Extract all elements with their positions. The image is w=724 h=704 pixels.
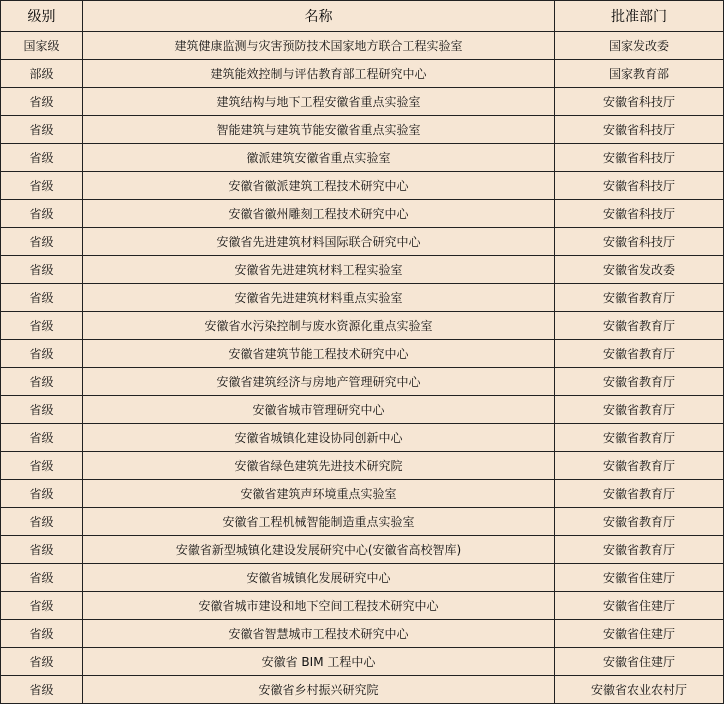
- level-cell: 省级: [1, 368, 83, 396]
- name-cell: 徽派建筑安徽省重点实验室: [83, 144, 555, 172]
- table-row: [1, 508, 724, 536]
- level-cell: 省级: [1, 592, 83, 620]
- approver-cell: 安徽省教育厅: [555, 424, 724, 452]
- table-row: [1, 648, 724, 676]
- name-cell: 安徽省徽州雕刻工程技术研究中心: [83, 200, 555, 228]
- level-cell: 省级: [1, 620, 83, 648]
- table-row: [1, 284, 724, 312]
- header-approver: 批准部门: [555, 1, 724, 32]
- level-cell: 省级: [1, 228, 83, 256]
- level-cell: 省级: [1, 396, 83, 424]
- name-cell: 安徽省徽派建筑工程技术研究中心: [83, 172, 555, 200]
- name-cell: 安徽省乡村振兴研究院: [83, 676, 555, 704]
- name-cell: 安徽省城镇化建设协同创新中心: [83, 424, 555, 452]
- approver-cell: 安徽省教育厅: [555, 396, 724, 424]
- approver-cell: 安徽省农业农村厅: [555, 676, 724, 704]
- table-row: [1, 172, 724, 200]
- approver-cell: 安徽省教育厅: [555, 508, 724, 536]
- level-cell: 省级: [1, 508, 83, 536]
- level-cell: 省级: [1, 172, 83, 200]
- name-cell: 安徽省先进建筑材料工程实验室: [83, 256, 555, 284]
- name-cell: 安徽省城市管理研究中心: [83, 396, 555, 424]
- name-cell: 建筑结构与地下工程安徽省重点实验室: [83, 88, 555, 116]
- table-row: [1, 564, 724, 592]
- approver-cell: 国家发改委: [555, 32, 724, 60]
- level-cell: 省级: [1, 340, 83, 368]
- name-cell: 安徽省新型城镇化建设发展研究中心(安徽省高校智库): [83, 536, 555, 564]
- level-cell: 省级: [1, 480, 83, 508]
- table-row: [1, 340, 724, 368]
- name-cell: 安徽省城镇化发展研究中心: [83, 564, 555, 592]
- level-cell: 省级: [1, 536, 83, 564]
- table-row: [1, 620, 724, 648]
- approver-cell: 国家教育部: [555, 60, 724, 88]
- level-cell: 省级: [1, 284, 83, 312]
- approver-cell: 安徽省教育厅: [555, 312, 724, 340]
- table-row: [1, 312, 724, 340]
- approver-cell: 安徽省科技厅: [555, 116, 724, 144]
- level-cell: 省级: [1, 452, 83, 480]
- approver-cell: 安徽省发改委: [555, 256, 724, 284]
- name-cell: 安徽省 BIM 工程中心: [83, 648, 555, 676]
- approver-cell: 安徽省科技厅: [555, 144, 724, 172]
- approver-cell: 安徽省住建厅: [555, 620, 724, 648]
- name-cell: 安徽省先进建筑材料国际联合研究中心: [83, 228, 555, 256]
- table-header-row: [1, 1, 724, 32]
- header-level: 级别: [1, 1, 83, 32]
- approver-cell: 安徽省科技厅: [555, 172, 724, 200]
- level-cell: 省级: [1, 144, 83, 172]
- name-cell: 建筑能效控制与评估教育部工程研究中心: [83, 60, 555, 88]
- level-cell: 省级: [1, 312, 83, 340]
- level-cell: 部级: [1, 60, 83, 88]
- level-cell: 省级: [1, 200, 83, 228]
- level-cell: 省级: [1, 88, 83, 116]
- approver-cell: 安徽省教育厅: [555, 480, 724, 508]
- table-row: [1, 368, 724, 396]
- table-row: [1, 676, 724, 704]
- name-cell: 安徽省绿色建筑先进技术研究院: [83, 452, 555, 480]
- table-row: [1, 116, 724, 144]
- header-name: 名称: [83, 1, 555, 32]
- table-row: [1, 592, 724, 620]
- approver-cell: 安徽省住建厅: [555, 564, 724, 592]
- name-cell: 建筑健康监测与灾害预防技术国家地方联合工程实验室: [83, 32, 555, 60]
- level-cell: 省级: [1, 424, 83, 452]
- table-row: [1, 32, 724, 60]
- table-body: [1, 32, 724, 704]
- name-cell: 安徽省建筑声环境重点实验室: [83, 480, 555, 508]
- approver-cell: 安徽省科技厅: [555, 200, 724, 228]
- table-row: [1, 396, 724, 424]
- approver-cell: 安徽省教育厅: [555, 284, 724, 312]
- name-cell: 安徽省建筑节能工程技术研究中心: [83, 340, 555, 368]
- approver-cell: 安徽省教育厅: [555, 340, 724, 368]
- level-cell: 省级: [1, 256, 83, 284]
- name-cell: 安徽省水污染控制与废水资源化重点实验室: [83, 312, 555, 340]
- approver-cell: 安徽省科技厅: [555, 228, 724, 256]
- approver-cell: 安徽省科技厅: [555, 88, 724, 116]
- table-row: [1, 144, 724, 172]
- name-cell: 安徽省先进建筑材料重点实验室: [83, 284, 555, 312]
- table-row: [1, 536, 724, 564]
- table-row: [1, 88, 724, 116]
- approver-cell: 安徽省教育厅: [555, 452, 724, 480]
- name-cell: 智能建筑与建筑节能安徽省重点实验室: [83, 116, 555, 144]
- table-row: [1, 256, 724, 284]
- level-cell: 省级: [1, 676, 83, 704]
- approver-cell: 安徽省住建厅: [555, 592, 724, 620]
- approver-cell: 安徽省住建厅: [555, 648, 724, 676]
- table-row: [1, 480, 724, 508]
- name-cell: 安徽省工程机械智能制造重点实验室: [83, 508, 555, 536]
- name-cell: 安徽省智慧城市工程技术研究中心: [83, 620, 555, 648]
- approver-cell: 安徽省教育厅: [555, 368, 724, 396]
- level-cell: 国家级: [1, 32, 83, 60]
- level-cell: 省级: [1, 648, 83, 676]
- level-cell: 省级: [1, 116, 83, 144]
- table-row: [1, 228, 724, 256]
- name-cell: 安徽省城市建设和地下空间工程技术研究中心: [83, 592, 555, 620]
- level-cell: 省级: [1, 564, 83, 592]
- table-row: [1, 424, 724, 452]
- approver-cell: 安徽省教育厅: [555, 536, 724, 564]
- table-row: [1, 452, 724, 480]
- name-cell: 安徽省建筑经济与房地产管理研究中心: [83, 368, 555, 396]
- table-row: [1, 200, 724, 228]
- table-row: [1, 60, 724, 88]
